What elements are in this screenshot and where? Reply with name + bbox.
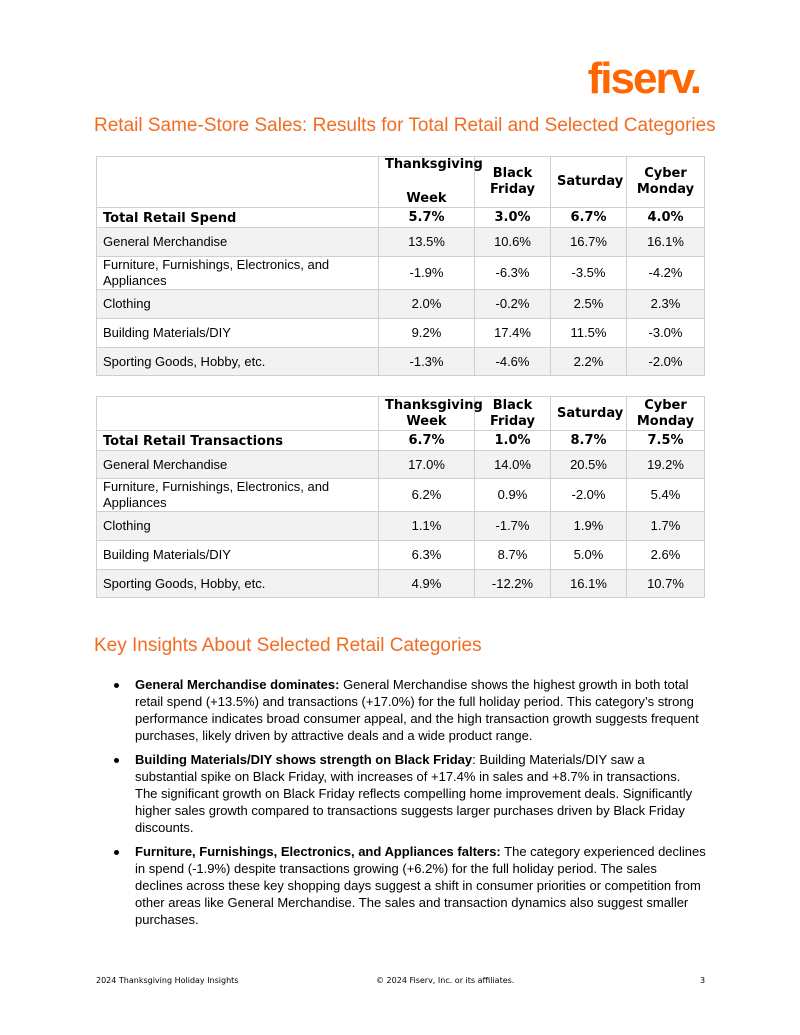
cell-value: 6.3% [379,541,475,570]
cell-value: -1.7% [475,512,551,541]
table-row [97,348,705,376]
row-label: Clothing [97,290,379,319]
insight-text: : Building Materials/DIY saw a substantial spike on Black Friday, with increases of +17.4% in sales and +8.7% in transactions. The significant growth on Black Friday reflects compelling home improvement deals. Significantly higher sales growth compared to transactions suggests larger purchases driven by Black Friday discounts. [135,752,693,835]
bullet-icon [114,850,119,855]
cell-value: 10.6% [475,228,551,257]
cell-value: 17.4% [475,319,551,348]
cell-value: 20.5% [551,451,627,479]
cell-value: 17.0% [379,451,475,479]
bullet-icon [114,683,119,688]
cell-value: 14.0% [475,451,551,479]
total-spend-label: Total Retail Spend [97,208,379,228]
insights-list [114,676,706,935]
cell-value: -6.3% [475,257,551,290]
cell-value: 19.2% [627,451,705,479]
bullet-icon [114,758,119,763]
logo-wordmark: fiserv. [587,54,700,103]
list-item [114,676,706,744]
insight-bold: General Merchandise dominates: [135,677,340,692]
cell-value: 4.9% [379,570,475,598]
cell-value: 2.2% [551,348,627,376]
cell-value: 1.9% [551,512,627,541]
row-label: Furniture, Furnishings, Electronics, and Appliances [97,479,379,512]
col-header-cyber-monday: Cyber Monday [627,397,705,431]
cell-value: 16.1% [627,228,705,257]
cell-value: 11.5% [551,319,627,348]
cell-value: -3.5% [551,257,627,290]
cell-value: -4.6% [475,348,551,376]
header-empty-cell [97,157,379,208]
total-value: 6.7% [551,208,627,228]
cell-value: -2.0% [627,348,705,376]
cell-value: -12.2% [475,570,551,598]
header-row [97,157,705,208]
total-value: 6.7% [379,431,475,451]
insight-text: The category experienced declines in spend (-1.9%) despite transactions growing (+6.2%) for the full holiday period. The sales declines across these key shopping days suggest a shift in consumer priorities or competition from other areas like General Merchandise. The sales and transaction dynamics also suggest smaller purchases. [135,844,706,927]
insight-bold: Furniture, Furnishings, Electronics, and Appliances falters: [135,844,501,859]
row-label: Sporting Goods, Hobby, etc. [97,348,379,376]
cell-value: 5.0% [551,541,627,570]
col-header-black-friday: Black Friday [475,397,551,431]
table-row [97,451,705,479]
cell-value: -0.2% [475,290,551,319]
total-value: 3.0% [475,208,551,228]
total-value: 5.7% [379,208,475,228]
header-row [97,397,705,431]
page-number: 3 [700,976,706,985]
cell-value: 2.5% [551,290,627,319]
retail-transactions-table [96,396,705,598]
table-row [97,257,705,290]
cell-value: 16.1% [551,570,627,598]
col-header-thanksgiving-top: Thanksgiving [385,157,483,172]
cell-value: -1.9% [379,257,475,290]
header-empty-cell [97,397,379,431]
cell-value: 16.7% [551,228,627,257]
cell-value: -4.2% [627,257,705,290]
section-title-insights: Key Insights About Selected Retail Categories [94,635,482,656]
section-title-sales: Retail Same-Store Sales: Results for Total Retail and Selected Categories [94,115,716,136]
col-header-cyber-monday: Cyber Monday [627,157,705,208]
cell-value: -1.3% [379,348,475,376]
cell-value: -3.0% [627,319,705,348]
list-item [114,751,706,836]
col-header-saturday: Saturday [551,397,627,431]
total-transactions-label: Total Retail Transactions [97,431,379,451]
cell-value: 10.7% [627,570,705,598]
row-label: Furniture, Furnishings, Electronics, and Appliances [97,257,379,290]
col-header-black-friday: Black Friday [475,157,551,208]
retail-spend-table [96,156,705,376]
cell-value: 2.6% [627,541,705,570]
row-label: Building Materials/DIY [97,319,379,348]
table-row [97,570,705,598]
table-row [97,319,705,348]
table-row [97,228,705,257]
cell-value: 1.1% [379,512,475,541]
cell-value: -2.0% [551,479,627,512]
total-value: 4.0% [627,208,705,228]
col-header-thanksgiving-bottom: Week [406,191,447,206]
row-label: Sporting Goods, Hobby, etc. [97,570,379,598]
cell-value: 9.2% [379,319,475,348]
insight-bold: Building Materials/DIY shows strength on Black Friday [135,752,473,767]
cell-value: 2.3% [627,290,705,319]
row-label: Clothing [97,512,379,541]
col-header-thanksgiving-week: Thanksgiving Week [379,397,475,431]
cell-value: 2.0% [379,290,475,319]
col-header-thanksgiving-week [379,157,483,208]
insight-text: General Merchandise shows the highest growth in both total retail spend (+13.5%) and transactions (+17.0%) for the full holiday period. This category’s strong performance indicates broad consumer appeal, and the high transaction growth suggests frequent purchases, likely driven by attractive deals and a wide product range. [135,677,699,743]
row-label: Building Materials/DIY [97,541,379,570]
table-row [97,479,705,512]
col-header-saturday: Saturday [551,157,627,208]
footer-copyright: © 2024 Fiserv, Inc. or its affiliates. [376,976,515,985]
list-item [114,843,706,928]
total-row [97,431,705,451]
table-row [97,512,705,541]
total-value: 1.0% [475,431,551,451]
row-label: General Merchandise [97,451,379,479]
total-value: 7.5% [627,431,705,451]
cell-value: 1.7% [627,512,705,541]
cell-value: 8.7% [475,541,551,570]
footer-title: 2024 Thanksgiving Holiday Insights [96,976,239,985]
cell-value: 0.9% [475,479,551,512]
cell-value: 5.4% [627,479,705,512]
cell-value: 6.2% [379,479,475,512]
table-row [97,541,705,570]
row-label: General Merchandise [97,228,379,257]
fiserv-logo [587,54,700,103]
cell-value: 13.5% [379,228,475,257]
total-value: 8.7% [551,431,627,451]
total-row [97,208,705,228]
table-row [97,290,705,319]
